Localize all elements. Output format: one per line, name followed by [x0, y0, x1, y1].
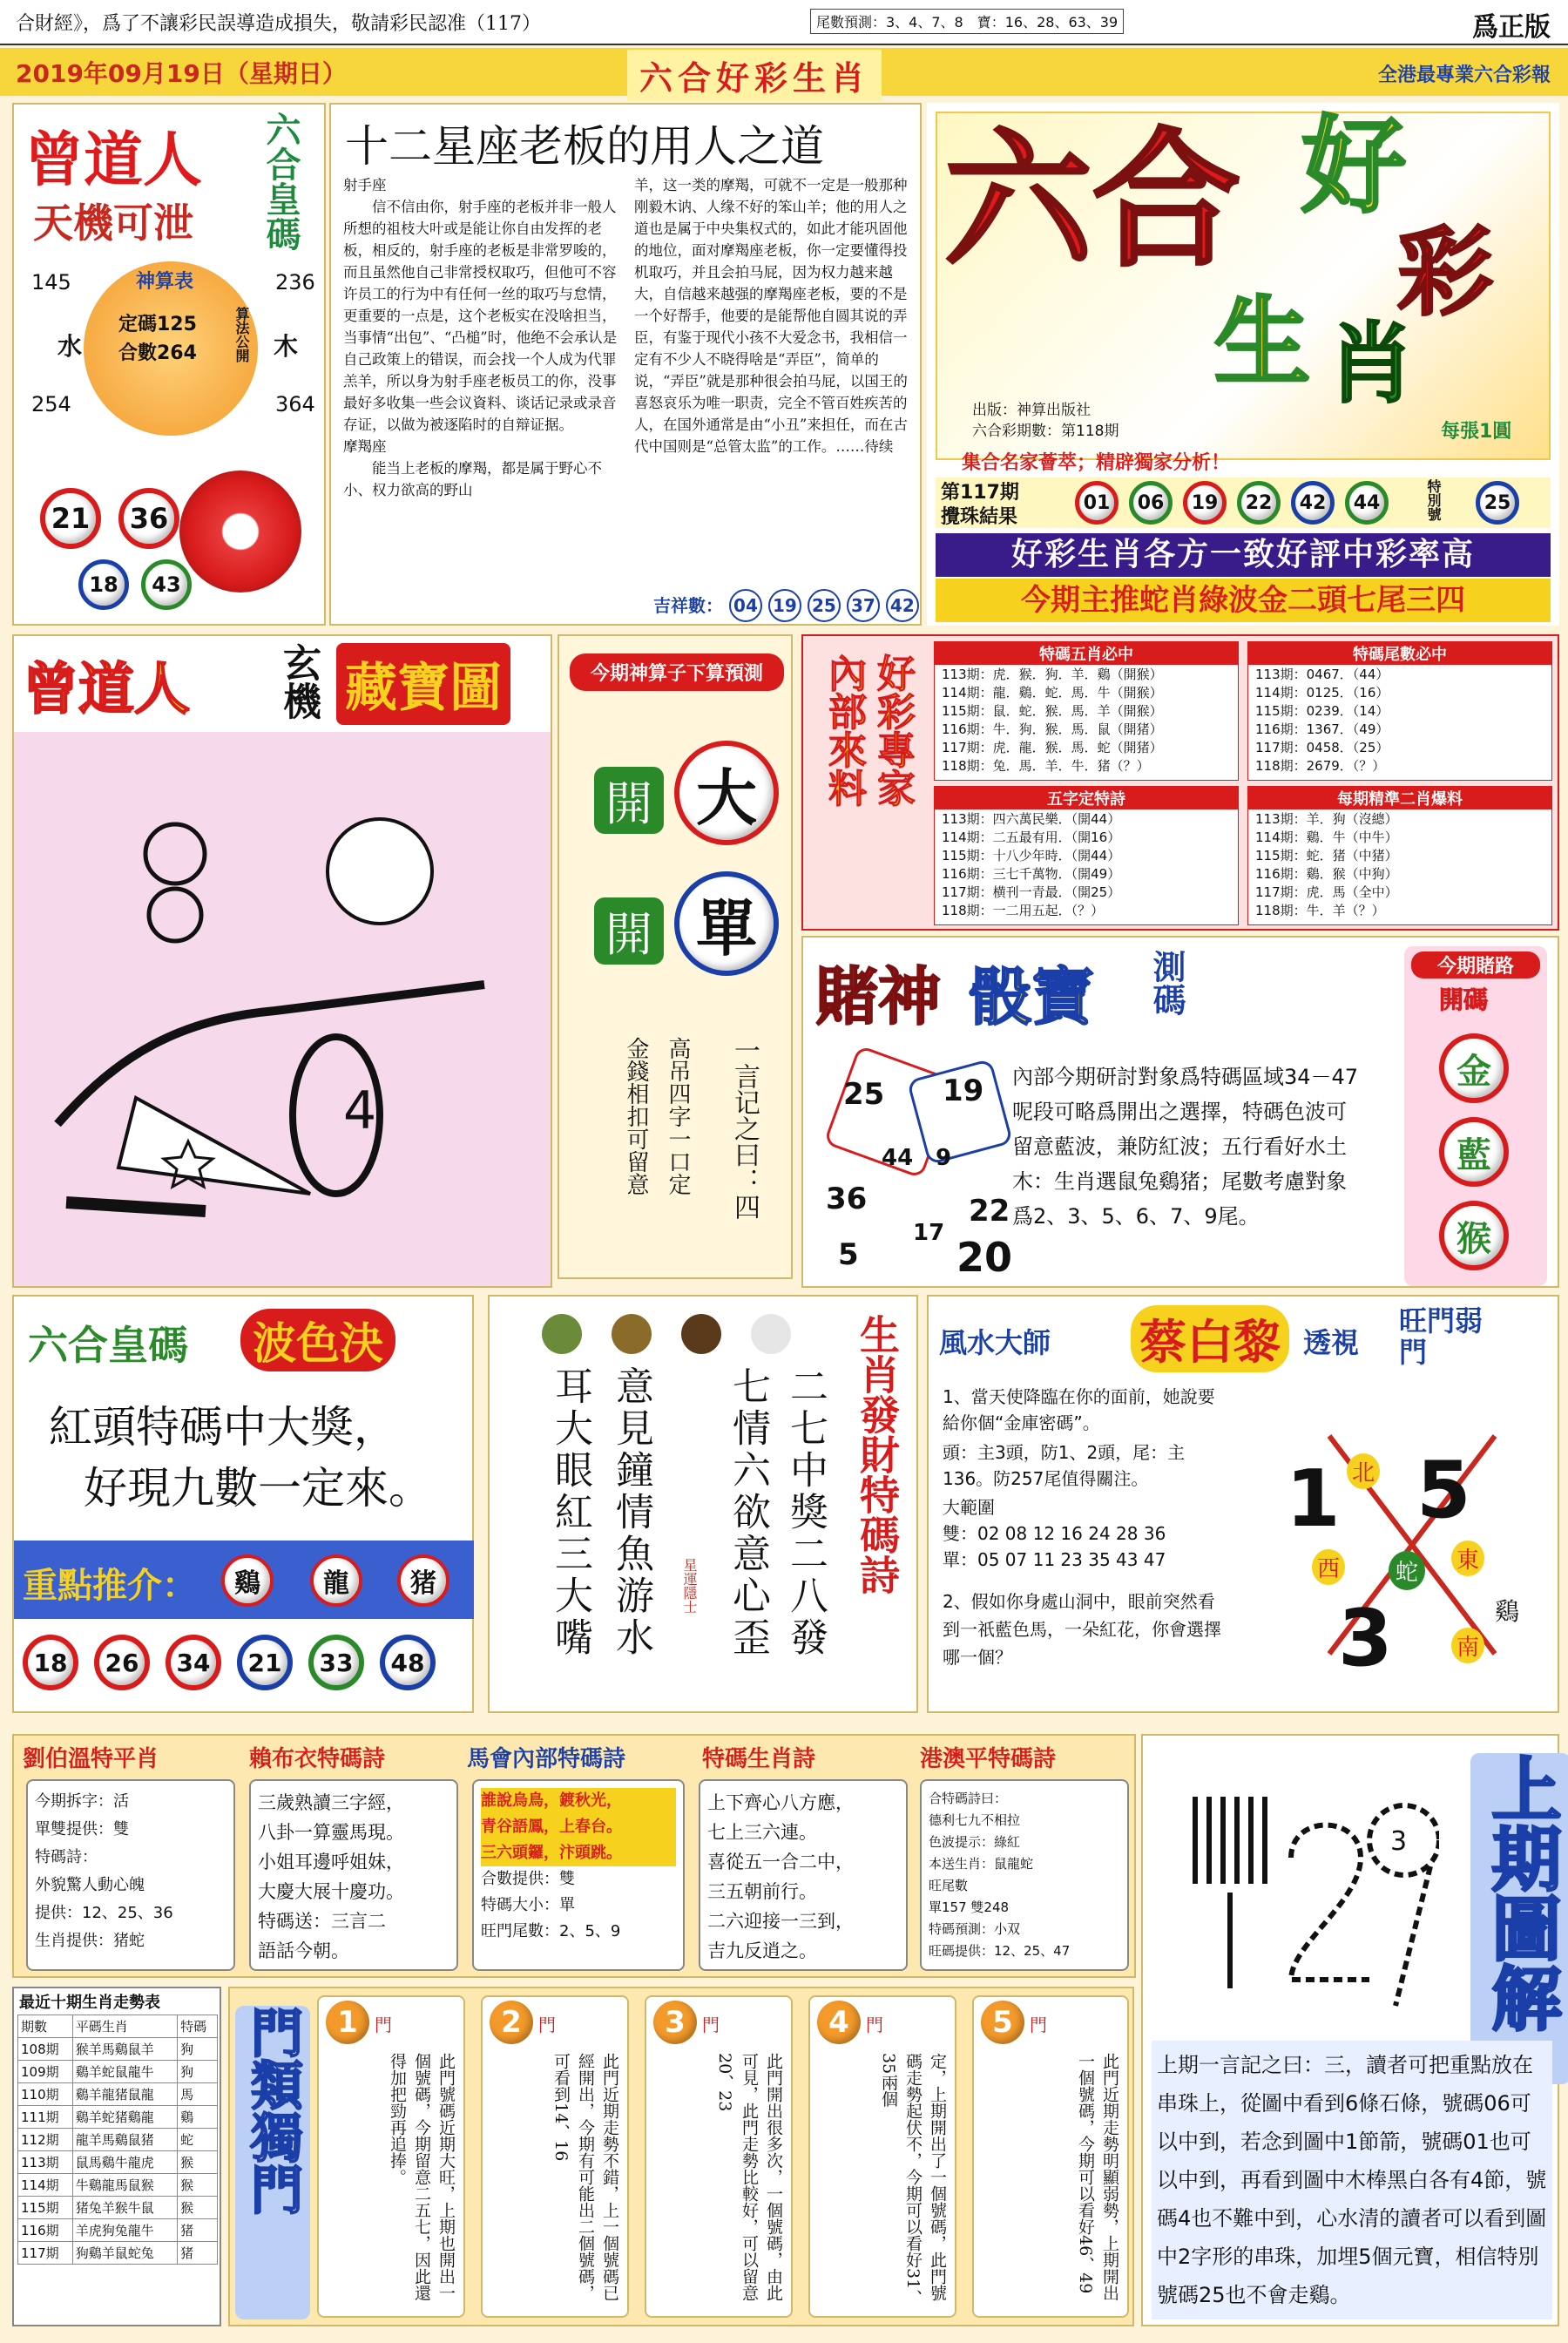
dice-num: 25: [843, 1077, 885, 1112]
double-list: 雙：02 08 12 16 24 28 36: [943, 1523, 1166, 1544]
predict-single: 單: [674, 871, 779, 976]
table4-row: 115期：蛇．猪（中猪）: [1255, 848, 1398, 863]
table3-row: 117期：横刊一青最．（開25）: [942, 884, 1121, 900]
fengshui-p1: 1、當天使降臨在你的面前，她說要給你個“金庫密碼”。: [943, 1386, 1215, 1433]
result-ball: 01: [1075, 481, 1119, 525]
treasure-sub: 玄機: [276, 643, 321, 720]
gate-number: 3: [653, 2001, 697, 2044]
fs-dir: 北: [1347, 1453, 1380, 1489]
poem-head: 賴布衣特碼詩: [249, 1746, 386, 1772]
treasure-name: 曾道人: [23, 658, 190, 722]
table4-row: 113期：羊．狗（沒總）: [1255, 811, 1398, 827]
table1-row: 118期：兔．馬．羊．牛．猪（？）: [942, 758, 1150, 774]
table4-row: 118期：牛．羊（？）: [1255, 903, 1385, 918]
poem-side: 生肖發財特碼詩: [854, 1314, 901, 1595]
verse1: 一言记之曰：四: [729, 1037, 760, 1220]
lucky-ball: 42: [886, 589, 919, 622]
fengshui-p2: 2、假如你身處山洞中，眼前突然看到一祇藍色馬，一朵紅花，你會選擇哪一個？: [943, 1591, 1221, 1668]
c1-line: 外貌驚人動心魄: [35, 1876, 145, 1894]
banner1: 好彩生肖各方一致好評中彩率高: [936, 533, 1551, 577]
c5-line: 本送生肖：鼠龍蛇: [929, 1856, 1034, 1872]
article: [329, 103, 922, 626]
gate-label: 門: [1030, 2015, 1047, 2035]
n145: 145: [31, 270, 71, 295]
fixed-code: 定碼125: [118, 314, 197, 335]
table2-row: 114期：0125．（16）: [1255, 685, 1389, 701]
animal-icon: [681, 1314, 721, 1354]
c3-line: 旺門尾數：2、5、9: [481, 1922, 621, 1940]
sage-ball: 18: [78, 559, 129, 610]
animal-icon: [751, 1314, 791, 1354]
route-title: 今期賭路: [1411, 951, 1540, 979]
special-ball: 25: [1476, 481, 1519, 525]
c4-line: 七上三六連。: [707, 1822, 817, 1843]
c2-line: 語話今朝。: [258, 1940, 349, 1961]
sage-side: 六合皇碼: [260, 112, 301, 251]
result-ball: 44: [1345, 481, 1389, 525]
trend-title: 最近十期生肖走勢表: [19, 1994, 160, 2012]
brand-big5: 肖: [1328, 313, 1415, 415]
result-label1: 第117期: [941, 482, 1019, 504]
table1-row: 114期：龍．鷄．蛇．馬．牛（開猴）: [942, 685, 1163, 701]
table3-title: 五字定特詩: [935, 787, 1238, 809]
water-label: 水: [57, 332, 83, 361]
table3: [934, 786, 1239, 925]
banner2: 今期主推蛇肖綠波金二頭七尾三四: [936, 579, 1551, 622]
slogan: 集合名家薈萃；精辟獨家分析！: [962, 452, 1231, 474]
article-col2: 羊，这一类的摩羯，可就不一定是一般那种刚毅木讷、人缘不好的笨山羊；他的用人之道也是属于中央集权式的，如此才能巩固他的地位，面对摩羯座老板，你一定要懂得投机取巧，并且会拍马屁，因为权力越来越大，自信越来越强的摩羯座老板，要的不是一个好帮手，他要的是能帮他自圆其说的弄臣，有鉴于现代小孩不大爱念书，我相信一定有不少人不晓得啥是“弄臣”，简单的说，“弄臣”就是那种很会拍马屁，以国王的喜怒哀乐为唯一职责，完全不管百姓疾苦的人，在国外通常是由“小丑”来担任，而在古代中国则是“总管太监”的工作。……待续: [634, 177, 908, 455]
fengshui-name: 蔡白黎: [1131, 1305, 1289, 1372]
gate-number: 5: [981, 2001, 1024, 2044]
c1-line: 單雙提供：雙: [35, 1820, 129, 1839]
fs-n3: 3: [1338, 1593, 1393, 1684]
trend-header: 特碼: [178, 2015, 218, 2038]
wave-ball: 18: [23, 1635, 78, 1690]
table4-row: 116期：鷄．猴（中狗）: [1255, 866, 1398, 882]
table1-row: 116期：牛．狗．猴．馬．鼠（開猪）: [942, 721, 1163, 737]
table-row: 111期 鷄羊蛇猪鷄龍 鷄: [18, 2106, 218, 2129]
result-ball: 06: [1129, 481, 1173, 525]
table2-row: 116期：1367．（49）: [1255, 721, 1389, 737]
verse3: 金錢相扣可留意: [623, 1037, 649, 1195]
fengshui-title: 風水大師: [939, 1326, 1051, 1359]
c2-line: 三歲熟讀三字經，: [258, 1792, 404, 1813]
trend-header: 期數: [18, 2015, 73, 2038]
route-item: 藍: [1439, 1117, 1509, 1187]
table1-title: 特碼五肖必中: [935, 642, 1238, 665]
poem-author: 星運隱士: [681, 1558, 698, 1614]
table-row: 110期 鷄羊龍猪鼠龍 馬: [18, 2083, 218, 2106]
gate-text: 定，上期開出了一個號碼，此門號碼走勢起伏不，今期可以看好31、35兩個: [879, 2053, 947, 2306]
gate-text: 此門開出很多次，一個號碼，由此可見，此門走勢比較好，可以留意20、23: [715, 2053, 783, 2301]
top-right: 爲正版: [1472, 12, 1551, 43]
dice-num: 19: [943, 1073, 984, 1108]
table3-row: 114期：二五最有用．（開16）: [942, 830, 1121, 845]
c1-line: 今期拆字：活: [35, 1792, 129, 1811]
c5-line: 合特碼詩曰：: [929, 1791, 1008, 1806]
sage-name: 曾道人: [24, 126, 203, 195]
fs-extra: 鷄: [1495, 1597, 1520, 1626]
result-label2: 攪珠結果: [941, 506, 1018, 528]
c2-line: 八卦一算靈馬現。: [258, 1822, 404, 1843]
c5-line: 旺尾數: [929, 1878, 969, 1893]
table-row: 114期 牛鷄龍馬鼠猴 猴: [18, 2174, 218, 2197]
issue-number: 六合彩期數：第118期: [972, 423, 1119, 440]
internal-label2: 好彩專家: [870, 653, 915, 807]
poem-col: 耳大眼紅三大嘴: [548, 1366, 592, 1659]
route-item: 猴: [1439, 1201, 1509, 1270]
last-box: [1141, 1734, 1559, 2326]
wave-box: [12, 1295, 474, 1713]
c3-verse: 青谷語鳳，上春台。: [481, 1814, 676, 1840]
table1-row: 115期：鼠．蛇．猴．馬．羊（開猴）: [942, 703, 1163, 719]
fs-center: 蛇: [1389, 1551, 1425, 1590]
dice-num: 20: [956, 1234, 1013, 1281]
c1-line: 生肖提供：猪蛇: [35, 1932, 145, 1950]
table-row: 115期 猪兔羊猴牛鼠 猴: [18, 2197, 218, 2219]
gate-label: 門: [866, 2015, 883, 2035]
last-text: 上期一言記之曰：三，讀者可把重點放在串珠上，從圖中看到6條石條，號碼06可以中到，若念到圖中1節箭，號碼01也可以中到，再看到圖中木棒黑白各有4節，號碼4也不難中到，心水清的讀者可以看到圖中2字形的串珠，加埋5個元寶，相信特別號碼25也不會走鷄。: [1152, 2041, 1552, 2319]
poem-card-2: [249, 1779, 458, 1971]
predict-open2: 開: [594, 897, 664, 965]
animal-icon: [612, 1314, 652, 1354]
top-bar: [0, 0, 1568, 45]
poem-card-4: [699, 1779, 908, 1971]
sage-sub: 天機可泄: [33, 200, 193, 247]
gate-number: 2: [490, 2001, 533, 2044]
gate-3: [645, 1995, 793, 2318]
last-drawing: [1160, 1762, 1439, 2023]
wave-ball: 33: [308, 1635, 364, 1690]
internal-box: [801, 634, 1559, 931]
wave-ball: 34: [166, 1635, 221, 1690]
table2-row: 113期：0467．（44）: [1255, 667, 1389, 682]
c3-verse: 三六頭鑼，汴頭跳。: [481, 1840, 676, 1866]
gate-text: 此門近期走勢明顯弱勢，上期開出一個號碼，今期可以看好46、49: [1076, 2053, 1119, 2301]
poem-icons: [542, 1309, 803, 1361]
flower-deco: [179, 471, 301, 593]
result-ball: 19: [1183, 481, 1227, 525]
compass-lines: [1277, 1401, 1538, 1689]
result-ball: 22: [1237, 481, 1281, 525]
n364: 364: [275, 392, 315, 416]
header-tag: 全港最專業六合彩報: [1377, 64, 1551, 86]
c3-line: 特碼大小：單: [481, 1896, 575, 1914]
table-row: 113期 鼠馬鷄牛龍虎 猴: [18, 2151, 218, 2174]
dice-num: 17: [913, 1220, 945, 1246]
dice-test: 測碼: [1147, 950, 1186, 1016]
single-list: 單：05 07 11 23 35 43 47: [943, 1549, 1166, 1570]
fengshui-side: 旺門弱門: [1399, 1304, 1484, 1369]
wave-line1: 紅頭特碼中大獎，: [49, 1402, 397, 1453]
poem-card-3: [472, 1779, 685, 1971]
dice-box: [801, 936, 1559, 1288]
table3-row: 118期：一二用五起．（？）: [942, 903, 1105, 918]
poem-head: 馬會內部特碼詩: [467, 1746, 626, 1772]
fengshui-box: [927, 1295, 1559, 1713]
gate-2: [481, 1995, 629, 2318]
c5-line: 特碼預測：小双: [929, 1921, 1021, 1937]
table2-row: 117期：0458．（25）: [1255, 740, 1389, 755]
poem-head: 港澳平特碼詩: [920, 1746, 1057, 1772]
table4: [1247, 786, 1552, 925]
article-title: 十二星座老板的用人之道: [345, 121, 824, 172]
dice-num: 5: [838, 1237, 859, 1272]
article-col1: 射手座 信不信由你，射手座的老板并非一般人所想的祖枝大叶或是能让你自由发挥的老板，相反的，射手座的老板是非常罗唆的，而且虽然他自己非常授权取巧，但他可不容许员工的行为中有任何一丝的取巧与怠情，更重要的一点是，这个老板实在没啥担当，当事情“出包”、“凸槌”时，他绝不会承认是自己政策上的错误，而会找一个人成为代罪羔羊，所以身为射手座老板员工的你，没事最好多收集一些会议資料、谈话记录或录音存证，以做为被逐陷时的自辩证据。 摩羯座 能当上老板的摩羯，都是属于野心不小、权力欲高的野山: [343, 177, 618, 498]
poem-col: 意見鐘情魚游水: [609, 1366, 653, 1659]
fs-dir: 南: [1451, 1628, 1484, 1663]
header: [0, 48, 1568, 96]
c2-line: 大慶大展十慶功。: [258, 1881, 404, 1902]
rec-row: [14, 1541, 474, 1619]
table3-row: 115期：十八少年時．（開44）: [942, 848, 1121, 863]
n236: 236: [275, 270, 315, 295]
header-title: 六合好彩生肖: [627, 50, 882, 101]
dice-num: 36: [826, 1182, 868, 1216]
predict-big: 大: [674, 741, 779, 845]
verse2: 高吊四字一口定: [665, 1037, 691, 1195]
poem-box: [488, 1295, 918, 1713]
lucky-ball: 25: [808, 589, 841, 622]
dice-num: 9: [936, 1145, 952, 1171]
predict-box: [558, 634, 793, 1279]
sage-ball: 36: [118, 488, 179, 549]
dice-title1: 賭神: [815, 960, 942, 1033]
gate-text: 此門近期走勢不錯，上一個號碼已經開出，今期有可能出二個號碼，可看到14、16: [551, 2053, 619, 2301]
gate-label: 門: [702, 2015, 720, 2035]
c1-line: 特碼詩：: [35, 1848, 98, 1866]
table3-row: 113期：四六萬民樂．（開44）: [942, 811, 1121, 827]
route-sub: 開碼: [1439, 985, 1489, 1014]
gate-number: 4: [817, 2001, 861, 2044]
gates-side: 門類獨門: [235, 2006, 310, 2319]
c4-line: 吉九反逍之。: [707, 1940, 817, 1961]
gate-4: [808, 1995, 956, 2318]
brand-big2: 好: [1301, 106, 1406, 227]
rec-animal: 猪: [397, 1554, 449, 1607]
gate-text: 此門號碼近期大旺，上期也開出一個號碼，今期留意二五七，因此還得加把勁再追捧。: [388, 2053, 456, 2301]
method-label: 算法公開: [233, 307, 250, 362]
wave-line2: 好現九數一定來。: [84, 1463, 432, 1513]
predict-title: 今期神算子下算預測: [570, 653, 784, 691]
sage-ball: 21: [40, 488, 101, 549]
lucky-label: 吉祥數：: [653, 595, 723, 616]
wave-badge: 波色決: [240, 1309, 395, 1371]
table4-row: 117期：虎．馬（全中）: [1255, 884, 1398, 900]
wave-ball: 21: [237, 1635, 293, 1690]
issue-label: 尾數預測：3、4、7、8 寶：16、28、63、39: [810, 9, 1124, 34]
c3-verse: 誰說烏鳥，鍍秋光，: [481, 1788, 676, 1814]
c5-line: 德利七九不相拉: [929, 1812, 1021, 1828]
publisher: 出版：神算出版社: [972, 402, 1091, 419]
rec-animal: 龍: [310, 1554, 362, 1607]
gates-box: [228, 1987, 1134, 2326]
wave-ball: 26: [94, 1635, 150, 1690]
sage-ball: 43: [141, 559, 192, 610]
lucky-ball: 37: [847, 589, 880, 622]
dice-num: 22: [969, 1194, 1010, 1229]
combo-code: 合數264: [118, 342, 197, 364]
rec-label: 重點推介：: [23, 1566, 197, 1606]
trend-table: [17, 2015, 218, 2265]
table2-row: 115期：0239．（14）: [1255, 703, 1389, 719]
route-item: 金: [1439, 1033, 1509, 1103]
calc-title: 神算表: [136, 271, 194, 293]
treasure-title: 藏寶圖: [336, 643, 510, 725]
results-row: [936, 477, 1551, 528]
wave-title: 六合皇碼: [28, 1322, 188, 1369]
animal-icon: [542, 1314, 582, 1354]
table2-row: 118期：2679．（？）: [1255, 758, 1386, 774]
brand-big1: 六合: [944, 115, 1241, 288]
price: 每張1圓: [1441, 421, 1512, 443]
poem-col: 七情六欲意心歪: [726, 1366, 770, 1659]
route-box: [1404, 946, 1547, 1286]
sage-box: [12, 103, 326, 626]
rec-animal: 鷄: [221, 1554, 274, 1607]
c5-line: 單157 雙248: [929, 1899, 1010, 1915]
table-row: 116期 羊虎狗兔龍牛 猪: [18, 2219, 218, 2242]
poem-card-1: [26, 1779, 235, 1971]
c5-line: 色波提示：綠紅: [929, 1834, 1021, 1850]
treasure-drawing: [49, 793, 519, 1246]
result-ball: 42: [1291, 481, 1335, 525]
c4-line: 三五朝前行。: [707, 1881, 817, 1902]
poem-card-5: [920, 1779, 1129, 1971]
fengshui-p1b: 頭：主3頭，防1、2頭，尾：主136。防257尾值得關注。: [943, 1442, 1186, 1489]
fs-n5: 5: [1416, 1445, 1471, 1536]
gate-1: [317, 1995, 465, 2318]
c4-line: 二六迎接一三到，: [707, 1911, 854, 1932]
table4-row: 114期：鷄．牛（中牛）: [1255, 830, 1398, 845]
n254: 254: [31, 392, 71, 416]
internal-label: 內部來料: [821, 653, 866, 807]
five-poems: [12, 1734, 1136, 1978]
brand-block: [927, 103, 1559, 626]
poem-head: 特碼生肖詩: [702, 1746, 816, 1772]
gate-number: 1: [326, 2001, 369, 2044]
gate-label: 門: [375, 2015, 392, 2035]
table-row: 109期 鷄羊蛇鼠龍牛 狗: [18, 2061, 218, 2083]
lucky-ball: 04: [729, 589, 762, 622]
fs-dir: 東: [1451, 1541, 1484, 1576]
lucky-ball: 19: [768, 589, 801, 622]
table2-title: 特碼尾數必中: [1248, 642, 1551, 665]
gate-5: [972, 1995, 1129, 2318]
c2-line: 特碼送：三言二: [258, 1911, 386, 1932]
fs-dir: 西: [1312, 1549, 1345, 1585]
last-title: 上期圖解: [1470, 1753, 1568, 2084]
c1-line: 提供：12、25、36: [35, 1904, 173, 1922]
brand-big4: 生: [1214, 287, 1310, 398]
table1-row: 117期：虎．龍．猴．馬．蛇（開猪）: [942, 740, 1163, 755]
poem-col: 二七中獎二八發: [783, 1366, 828, 1659]
range-label: 大範圍: [943, 1497, 995, 1518]
issue-date: 2019年09月19日（星期日）: [16, 59, 347, 88]
poem-head: 劉伯溫特平肖: [23, 1746, 159, 1772]
table-row: 112期 龍羊馬鷄鼠猪 蛇: [18, 2129, 218, 2151]
treasure-box: [12, 634, 552, 1288]
table3-row: 116期：三七千萬物．（開49）: [942, 866, 1121, 882]
treasure-digit: 4: [343, 1080, 377, 1141]
c3-line: 合數提供：雙: [481, 1870, 575, 1888]
c2-line: 小姐耳邊呼姐妹，: [258, 1852, 404, 1872]
table-row: 117期 狗鷄羊鼠蛇兔 猪: [18, 2242, 218, 2265]
dice-text: 內部今期研討對象爲特碼區域34－47呢段可略爲開出之選擇，特碼色波可留意藍波，兼防紅波；五行看好水土木：生肖選鼠兔鷄猪；尾數考慮對象爲2、3、5、6、7、9尾。: [1012, 1065, 1359, 1229]
table-row: 108期 猴羊馬鷄鼠羊 狗: [18, 2038, 218, 2061]
wave-ball: 48: [380, 1635, 436, 1690]
wood-label: 木: [274, 332, 299, 361]
table1: [934, 641, 1239, 781]
trend-header: 平碼生肖: [72, 2015, 177, 2038]
predict-open1: 開: [594, 767, 664, 834]
table1-row: 113期：虎．猴．狗．羊．鷄（開猴）: [942, 667, 1163, 682]
table4-title: 每期精準二肖爆料: [1248, 787, 1551, 809]
wave-balls: [23, 1628, 476, 1697]
trend-box: [12, 1987, 221, 2326]
lucky-row: [653, 589, 919, 622]
dice-num: 44: [882, 1145, 914, 1171]
last-circle: 3: [1390, 1826, 1408, 1857]
c4-line: 上下齊心八方應，: [707, 1792, 854, 1813]
fengshui-title2: 透視: [1303, 1326, 1360, 1359]
brand-big3: 彩: [1397, 217, 1493, 328]
fs-n1: 1: [1286, 1453, 1341, 1545]
top-bar-text: 合財經》，爲了不讓彩民誤導造成損失，敬請彩民認准（117）: [16, 13, 541, 35]
special-label: 特別號: [1425, 479, 1442, 521]
dice-title2: 骰寶: [969, 960, 1095, 1033]
c5-line: 旺碼提供：12、25、47: [929, 1943, 1071, 1959]
c4-line: 喜從五一合二中，: [707, 1852, 854, 1872]
gate-label: 門: [538, 2015, 556, 2035]
table2: [1247, 641, 1552, 781]
